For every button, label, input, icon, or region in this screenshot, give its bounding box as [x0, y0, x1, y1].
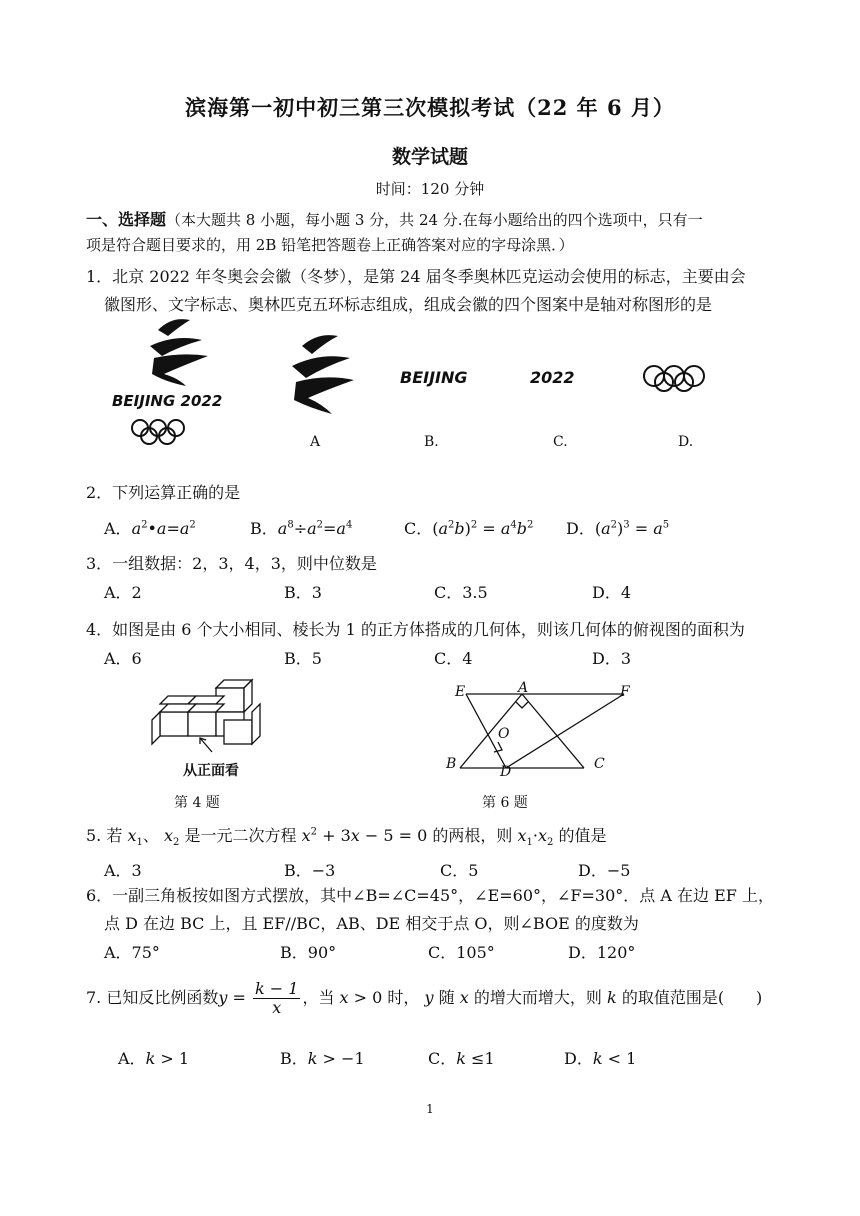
section1-desc-1: （本大题共 8 小题，每小题 3 分，共 24 分.在每小题给出的四个选项中，只有一: [166, 211, 703, 229]
triangle-figure: [440, 680, 640, 780]
section1-desc-2: 项是符合题目要求的，用 2B 铅笔把答题卷上正确答案对应的字母涂黑．）: [86, 236, 574, 254]
q6-option-d: D．120°: [568, 943, 636, 962]
q5-option-d: D．−5: [578, 861, 631, 880]
q4-option-a: A．6: [104, 649, 142, 668]
point-f: F: [620, 684, 630, 700]
q6-option-c: C．105°: [428, 943, 495, 962]
q3-option-c: C．3.5: [434, 583, 488, 602]
q4-option-b: B．5: [284, 649, 322, 668]
emblem-logo-text: BEIJING 2022: [112, 392, 223, 410]
fig4-caption: 第 4 题: [174, 795, 220, 811]
point-c: C: [594, 756, 605, 772]
fig6-caption: 第 6 题: [482, 795, 528, 811]
q7-option-d: D．k < 1: [564, 1049, 637, 1068]
q3-option-d: D．4: [592, 583, 632, 602]
q3-stem: 3．一组数据：2，3，4，3，则中位数是: [86, 554, 377, 573]
q1-stem-1: 1．北京 2022 年冬奥会会徽（冬梦），是第 24 届冬季奥林匹克运动会使用的标志，主要由会: [86, 267, 746, 286]
q6-option-a: A．75°: [104, 943, 160, 962]
q1-label-d: D.: [678, 434, 694, 450]
year-text-logo: 2022: [530, 368, 575, 387]
q1-label-c: C.: [553, 434, 568, 450]
q2-stem: 2．下列运算正确的是: [86, 483, 241, 502]
point-a: A: [518, 680, 529, 696]
point-b: B: [446, 756, 457, 772]
q4-option-d: D．3: [592, 649, 632, 668]
beijing-text-logo: BEIJING: [400, 368, 468, 387]
q2-option-b: B．$a^8\div a^2=a^4$: [250, 519, 353, 538]
q7-stem: 7. 已知反比例函数y = $\frac{k - 1}{x}$ ，当 x > 0 时， y 随 x 的增大而增大，则 k 的取值范围是( ): [86, 979, 763, 1017]
q2-option-d: D．$(a^2)^3 = a^5$: [566, 519, 670, 538]
section1-heading: 一、选择题: [86, 210, 167, 229]
point-d: D: [500, 764, 512, 780]
q5-option-c: C．5: [440, 861, 479, 880]
q6-stem-1: 6．一副三角板按如图方式摆放，其中∠B=∠C=45°，∠E=60°，∠F=30°．点 A 在边 EF 上，: [86, 886, 774, 905]
section1-line1: [86, 207, 703, 230]
q5-stem: 5. 若 $x_1$、 $x_2$ 是一元二次方程 $x^2 + 3x - 5 = 0$ 的两根，则 $x_1\cdot x_2$ 的值是: [86, 826, 607, 849]
emblem-graphic-icon: [262, 330, 372, 420]
q3-option-b: B．3: [284, 583, 322, 602]
point-e: E: [455, 684, 466, 700]
q1-label-b: B.: [424, 434, 439, 450]
q2-option-a: A．$a^2•a=a^2$: [104, 519, 196, 538]
exam-time: 时间：120 分钟: [375, 180, 485, 198]
cube-figure: [148, 676, 268, 756]
q5-option-a: A．3: [104, 861, 142, 880]
q7-option-a: A．k > 1: [118, 1049, 190, 1068]
olympic-rings-icon: [130, 414, 190, 450]
q4-stem: 4．如图是由 6 个大小相同、棱长为 1 的正方体搭成的几何体，则该几何体的俯视图的面积为: [86, 620, 745, 639]
five-rings-icon: [642, 362, 706, 392]
q7-option-b: B．k > −1: [280, 1049, 365, 1068]
q1-label-a: A: [310, 434, 321, 450]
q1-stem-2: 徽图形、文字标志、奥林匹克五环标志组成，组成会徽的四个图案中是轴对称图形的是: [104, 295, 713, 314]
q7-option-c: C．k ≤1: [428, 1049, 495, 1068]
q6-stem-2: 点 D 在边 BC 上，且 EF//BC，AB、DE 相交于点 O，则∠BOE 的度数为: [104, 914, 639, 933]
page-title: 滨海第一初中初三第三次模拟考试（22 年 6 月）: [185, 95, 675, 120]
q2-option-c: C．$(a^2b)^2 = a^4b^2$: [404, 519, 534, 538]
page-subtitle: 数学试题: [391, 146, 468, 168]
point-o: O: [498, 726, 510, 742]
q3-option-a: A．2: [104, 583, 142, 602]
q5-option-b: B．−3: [284, 861, 336, 880]
page-number: 1: [426, 1102, 434, 1116]
olympic-emblem-icon: [120, 312, 230, 392]
q4-option-c: C．4: [434, 649, 473, 668]
q6-option-b: B．90°: [280, 943, 337, 962]
front-view-label: 从正面看: [183, 763, 239, 779]
